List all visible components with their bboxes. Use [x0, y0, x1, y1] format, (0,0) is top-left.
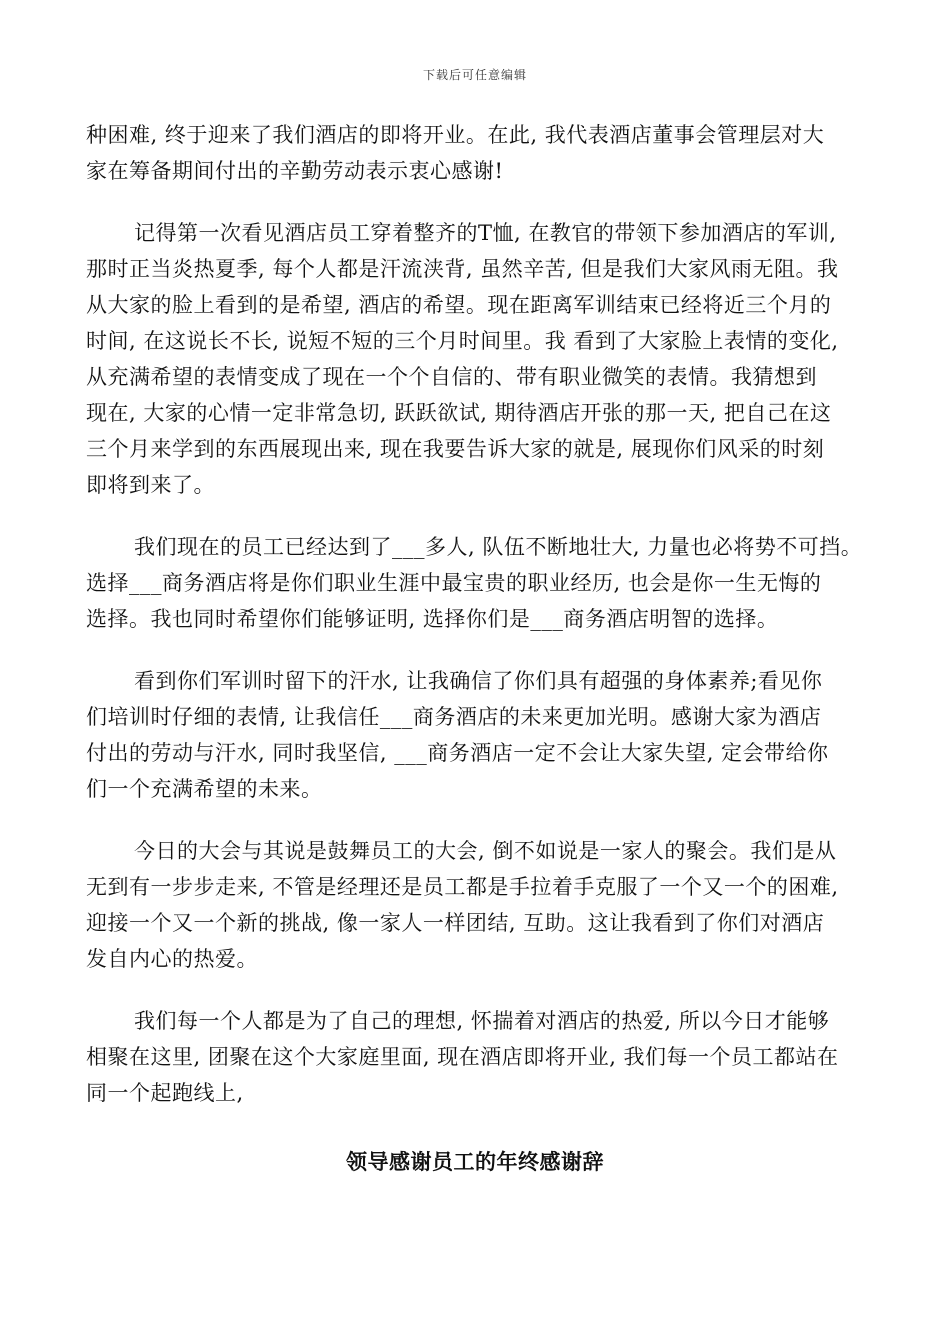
paragraph-line: 我们现在的员工已经达到了___多人, 队伍不断地壮大, 力量也必将势不可挡。 [134, 535, 863, 559]
paragraph-line: 时间, 在这说长不长, 说短不短的三个月时间里。我 看到了大家脸上表情的变化, [86, 329, 839, 353]
paragraph-line: 付出的劳动与汗水, 同时我坚信, ___商务酒店一定不会让大家失望, 定会带给你 [86, 741, 829, 765]
paragraph-line: 同一个起跑线上, [86, 1081, 244, 1105]
paragraph-line: 今日的大会与其说是鼓舞员工的大会, 倒不如说是一家人的聚会。我们是从 [134, 839, 837, 863]
paragraph-line: 那时正当炎热夏季, 每个人都是汗流浃背, 虽然辛苦, 但是我们大家风雨无阻。我 [86, 257, 839, 281]
paragraph-line: 记得第一次看见酒店员工穿着整齐的T恤, 在教官的带领下参加酒店的军训, [134, 221, 837, 245]
paragraph-line: 相聚在这里, 团聚在这个大家庭里面, 现在酒店即将开业, 我们每一个员工都站在 [86, 1045, 839, 1069]
paragraph-line: 从大家的脸上看到的是希望, 酒店的希望。现在距离军训结束已经将近三个月的 [86, 293, 832, 317]
paragraph-line: 三个月来学到的东西展现出来, 现在我要告诉大家的就是, 展现你们风采的时刻 [86, 437, 825, 461]
paragraph-1 [86, 117, 876, 189]
document-body [86, 117, 876, 1137]
paragraph-line: 选择。我也同时希望你们能够证明, 选择你们是___商务酒店明智的选择。 [86, 607, 779, 631]
paragraph-line: 种困难, 终于迎来了我们酒店的即将开业。在此, 我代表酒店董事会管理层对大 [86, 123, 825, 147]
paragraph-line: 迎接一个又一个新的挑战, 像一家人一样团结, 互助。这让我看到了你们对酒店 [86, 911, 825, 935]
paragraph-4 [86, 663, 876, 807]
paragraph-line: 选择___商务酒店将是你们职业生涯中最宝贵的职业经历, 也会是你一生无悔的 [86, 571, 822, 595]
paragraph-3 [86, 529, 876, 637]
paragraph-line: 即将到来了。 [86, 473, 215, 497]
paragraph-2 [86, 215, 876, 503]
page-header: 下载后可任意编辑 [422, 68, 527, 82]
paragraph-6 [86, 1003, 876, 1111]
paragraph-line: 发自内心的热爱。 [86, 947, 258, 971]
paragraph-line: 们培训时仔细的表情, 让我信任___商务酒店的未来更加光明。感谢大家为酒店 [86, 705, 822, 729]
paragraph-line: 现在, 大家的心情一定非常急切, 跃跃欲试, 期待酒店开张的那一天, 把自己在这 [86, 401, 832, 425]
paragraph-line: 们一个充满希望的未来。 [86, 777, 323, 801]
paragraph-line: 家在筹备期间付出的辛勤劳动表示衷心感谢! [86, 159, 504, 183]
paragraph-line: 无到有一步步走来, 不管是经理还是员工都是手拉着手克服了一个又一个的困难, [86, 875, 839, 899]
paragraph-line: 看到你们军训时留下的汗水, 让我确信了你们具有超强的身体素养;看见你 [134, 669, 823, 693]
paragraph-line: 我们每一个人都是为了自己的理想, 怀揣着对酒店的热爱, 所以今日才能够 [134, 1009, 830, 1033]
document-title: 领导感谢员工的年终感谢辞 [346, 1149, 604, 1174]
paragraph-line: 从充满希望的表情变成了现在一个个自信的、带有职业微笑的表情。我猜想到 [86, 365, 817, 389]
paragraph-5 [86, 833, 876, 977]
